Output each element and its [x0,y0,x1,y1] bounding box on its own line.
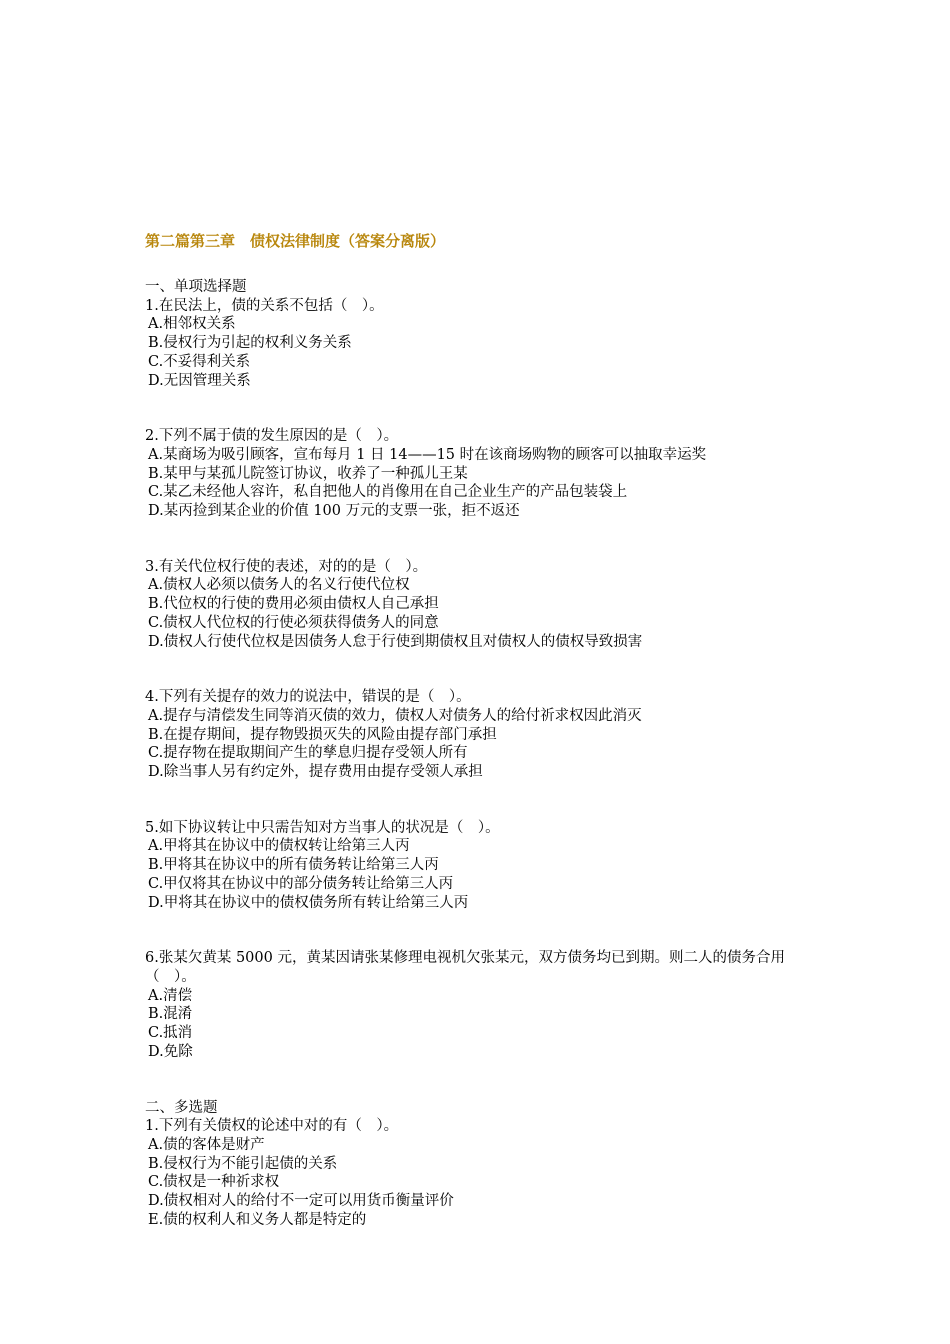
option-b: B.在提存期间，提存物毁损灭失的风险由提存部门承担 [148,726,497,743]
option-d: D.债权相对人的给付不一定可以用货币衡量评价 [148,1193,454,1210]
option-c: C.提存物在提取期间产生的孳息归提存受领人所有 [148,745,468,762]
option-d: D.债权人行使代位权是因债务人怠于行使到期债权且对债权人的债权导致损害 [148,633,643,650]
option-c: C.债权人代位权的行使必须获得债务人的同意 [148,614,439,631]
option-c: C.债权是一种祈求权 [148,1174,280,1191]
option-d: D.某丙捡到某企业的价值 100 万元的支票一张，拒不返还 [148,503,520,520]
question-stem: 3.有关代位权行使的表述，对的的是（ ）。 [145,558,428,575]
option-a: A.债的客体是财产 [148,1136,265,1153]
spacer [145,782,845,819]
option-d: D.除当事人另有约定外，提存费用由提存受领人承担 [148,764,483,781]
option-a: A.债权人必须以债务人的名义行使代位权 [148,577,410,594]
option-c: C.不妥得利关系 [148,353,251,370]
question-stem: 2.下列不属于债的发生原因的是（ ）。 [145,428,399,445]
option-b: B.甲将其在协议中的所有债务转让给第三人丙 [148,857,439,874]
spacer [145,912,845,949]
option-d: D.免除 [148,1043,193,1060]
question-stem: 6.张某欠黄某 5000 元，黄某因请张某修理电视机欠张某元，双方债务均已到期。则二人的债务合用（ ）。 [145,950,785,985]
spacer [145,521,845,558]
option-a: A.清偿 [148,987,193,1004]
option-b: B.侵权行为不能引起债的关系 [148,1155,338,1172]
option-a: A.相邻权关系 [148,316,236,333]
question-stem: 1.在民法上，债的关系不包括（ ）。 [145,297,384,314]
option-c: C.甲仅将其在协议中的部分债务转让给第三人丙 [148,875,454,892]
section-heading: 二、多选题 [145,1099,218,1116]
option-d: D.甲将其在协议中的债权债务所有转让给第三人丙 [148,894,469,911]
option-a: A.某商场为吸引顾客，宣布每月 1 日 14——15 时在该商场购物的顾客可以抽取幸运奖 [148,446,707,463]
option-b: B.代位权的行使的费用必须由债权人自己承担 [148,596,439,613]
option-d: D.无因管理关系 [148,372,251,389]
option-c: C.某乙未经他人容许，私自把他人的肖像用在自己企业生产的产品包装袋上 [148,484,628,501]
option-e: E.债的权利人和义务人都是特定的 [148,1211,367,1228]
option-b: B.某甲与某孤儿院签订协议，收养了一种孤儿王某 [148,465,468,482]
option-b: B.混淆 [148,1006,193,1023]
question-stem: 5.如下协议转让中只需告知对方当事人的状况是（ ）。 [145,819,500,836]
option-a: A.提存与清偿发生同等消灭债的效力，债权人对债务人的给付祈求权因此消灭 [148,707,642,724]
question-stem: 1.下列有关债权的论述中对的有（ ）。 [145,1118,399,1135]
option-c: C.抵消 [148,1025,193,1042]
option-b: B.侵权行为引起的权利义务关系 [148,335,352,352]
spacer [145,651,845,688]
document-page [145,230,845,1229]
spacer [145,1062,845,1099]
option-a: A.甲将其在协议中的债权转让给第三人丙 [148,838,410,855]
spacer [145,390,845,427]
question-stem: 4.下列有关提存的效力的说法中，错误的是（ ）。 [145,689,471,706]
section-heading: 一、单项选择题 [145,279,247,295]
document-title: 第二篇第三章 债权法律制度（答案分离版） [145,232,446,250]
